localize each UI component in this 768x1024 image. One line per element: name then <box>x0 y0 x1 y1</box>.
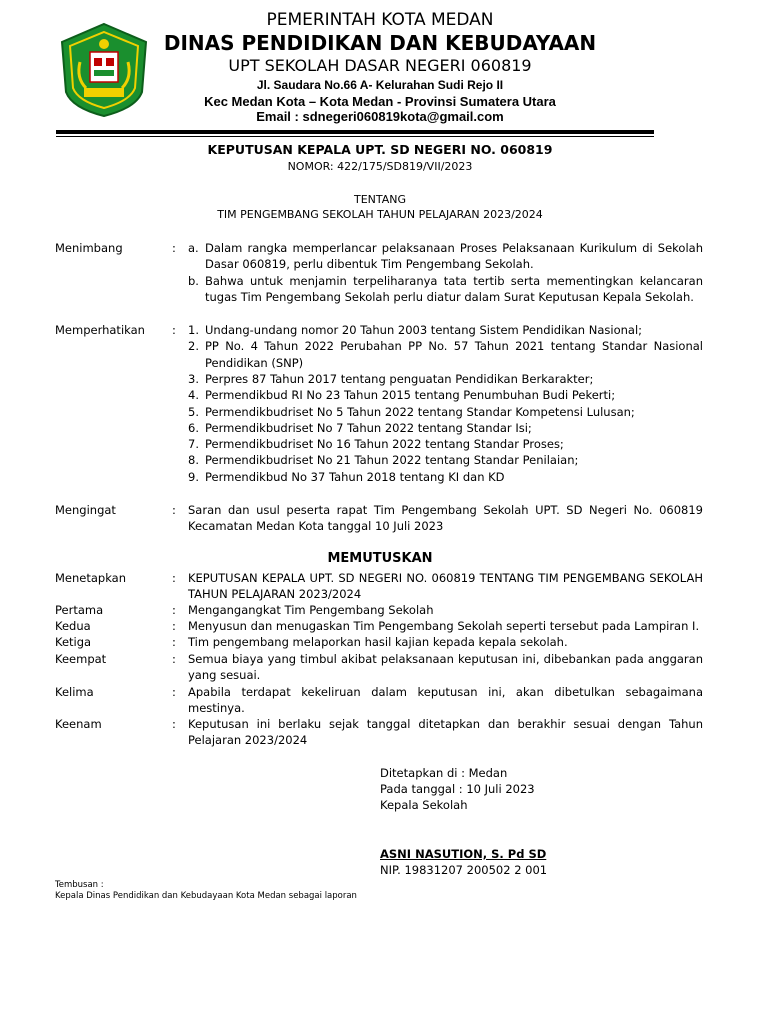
decision-colon: : <box>172 603 176 617</box>
decision-colon: : <box>172 571 176 585</box>
tembusan-text: Kepala Dinas Pendidikan dan Kebudayaan Kota Medan sebagai laporan <box>55 891 357 901</box>
letterhead-rule-thin <box>56 136 654 137</box>
decision-line: KEPUTUSAN KEPALA UPT. SD NEGERI NO. 060819 TENTANG TIM PENGEMBANG SEKOLAH <box>188 571 703 585</box>
decision-line: TAHUN PELAJARAN 2023/2024 <box>188 587 362 602</box>
menimbang-item-number: b. <box>188 273 199 288</box>
decision-line: Mengangangkat Tim Pengembang Sekolah <box>188 603 434 617</box>
menimbang-item-line: Dasar 060819, perlu dibentuk Tim Pengembang Sekolah. <box>205 257 534 272</box>
memperhatikan-item-number: 1. <box>188 323 199 337</box>
signature-nip: NIP. 19831207 200502 2 001 <box>380 863 548 877</box>
letterhead-rule-thick <box>56 130 654 134</box>
memperhatikan-item-line: Undang-undang nomor 20 Tahun 2003 tentang Sistem Pendidikan Nasional; <box>205 323 643 337</box>
memperhatikan-item-number: 3. <box>188 371 199 386</box>
memperhatikan-label: Memperhatikan <box>55 323 145 337</box>
decision-colon: : <box>172 635 176 649</box>
decision-label: Ketiga <box>55 635 92 649</box>
decision-colon: : <box>172 685 176 699</box>
memperhatikan-item-number: 5. <box>188 404 199 419</box>
decision-colon: : <box>172 619 176 633</box>
mengingat-colon: : <box>172 503 176 517</box>
signature-name: ASNI NASUTION, S. Pd SD <box>380 847 547 861</box>
decision-label: Keenam <box>55 717 102 731</box>
decision-line: Pelajaran 2023/2024 <box>188 733 308 748</box>
memperhatikan-item-line: Pendidikan (SNP) <box>205 355 304 370</box>
menimbang-item-line: Dalam rangka memperlancar pelaksanaan Proses Pelaksanaan Kurikulum di Sekolah <box>205 241 703 255</box>
memperhatikan-item-line: Permendikbudriset No 7 Tahun 2022 tentang Standar Isi; <box>205 420 532 435</box>
decree-subject: TIM PENGEMBANG SEKOLAH TAHUN PELAJARAN 2023/2024 <box>217 208 543 221</box>
memperhatikan-item-number: 9. <box>188 469 199 484</box>
memperhatikan-item-number: 6. <box>188 420 199 435</box>
tembusan-label: Tembusan : <box>55 880 104 890</box>
letterhead-department: DINAS PENDIDIKAN DAN KEBUDAYAAN <box>163 31 597 55</box>
decree-number: NOMOR: 422/175/SD819/VII/2023 <box>287 160 473 173</box>
decision-label: Keempat <box>55 652 107 666</box>
mengingat-line: Saran dan usul peserta rapat Tim Pengembang Sekolah UPT. SD Negeri No. 060819 <box>188 503 703 517</box>
decision-line: Semua biaya yang timbul akibat pelaksanaan keputusan ini, dibebankan pada anggaran <box>188 652 703 666</box>
menimbang-colon: : <box>172 241 176 255</box>
memperhatikan-item-number: 2. <box>188 339 199 354</box>
decision-line: Tim pengembang melaporkan hasil kajian kepada kepala sekolah. <box>188 635 568 649</box>
decree-about-label: TENTANG <box>353 193 407 206</box>
signature-date: Pada tanggal : 10 Juli 2023 <box>380 782 535 796</box>
decision-label: Kedua <box>55 619 91 633</box>
letterhead-email: Email : sdnegeri060819kota@gmail.com <box>256 109 504 124</box>
menimbang-item-line: tugas Tim Pengembang Sekolah perlu diatur dalam Surat Keputusan Kepala Sekolah. <box>205 289 694 304</box>
mengingat-line: Kecamatan Medan Kota tanggal 10 Juli 2023 <box>188 519 444 534</box>
menimbang-item-line: Bahwa untuk menjamin terpeliharanya tata tertib serta mementingkan kelancaran <box>205 273 703 288</box>
decision-line: Menyusun dan menugaskan Tim Pengembang Sekolah seperti tersebut pada Lampiran I. <box>188 619 700 633</box>
memperhatikan-item-line: Permendikbud RI No 23 Tahun 2015 tentang Penumbuhan Budi Pekerti; <box>205 388 616 403</box>
letterhead-government: PEMERINTAH KOTA MEDAN <box>266 10 494 30</box>
decision-line: Apabila terdapat kekeliruan dalam keputusan ini, akan dibetulkan sebagaimana <box>188 685 703 699</box>
decision-label: Menetapkan <box>55 571 127 585</box>
letterhead-district: Kec Medan Kota – Kota Medan - Provinsi Sumatera Utara <box>204 94 556 109</box>
memperhatikan-item-line: Permendikbudriset No 21 Tahun 2022 tentang Standar Penilaian; <box>205 453 579 468</box>
signature-role: Kepala Sekolah <box>380 798 468 812</box>
decision-label: Kelima <box>55 685 94 699</box>
decision-line: mestinya. <box>188 701 245 716</box>
letterhead-school: UPT SEKOLAH DASAR NEGERI 060819 <box>228 56 532 75</box>
decision-line: Keputusan ini berlaku sejak tanggal ditetapkan dan berakhir sesuai dengan Tahun <box>188 717 703 731</box>
memperhatikan-item-line: Permendikbudriset No 5 Tahun 2022 tentang Standar Kompetensi Lulusan; <box>205 404 635 419</box>
letterhead-address: Jl. Saudara No.66 A- Kelurahan Sudi Rejo II <box>256 78 504 92</box>
menimbang-label: Menimbang <box>55 241 123 255</box>
memutuskan-heading: MEMUTUSKAN <box>327 551 433 566</box>
mengingat-label: Mengingat <box>55 503 116 517</box>
memperhatikan-item-number: 4. <box>188 388 199 403</box>
memperhatikan-item-line: Permendikbud No 37 Tahun 2018 tentang KI dan KD <box>205 469 505 484</box>
memperhatikan-item-line: PP No. 4 Tahun 2022 Perubahan PP No. 57 Tahun 2021 tentang Standar Nasional <box>205 339 703 354</box>
memperhatikan-item-line: Permendikbudriset No 16 Tahun 2022 tentang Standar Proses; <box>205 437 564 452</box>
city-emblem-logo <box>56 22 152 118</box>
memperhatikan-item-number: 8. <box>188 453 199 468</box>
decision-colon: : <box>172 652 176 666</box>
memperhatikan-colon: : <box>172 323 176 337</box>
menimbang-item-number: a. <box>188 241 199 255</box>
decision-label: Pertama <box>55 603 104 617</box>
decision-line: yang sesuai. <box>188 668 261 683</box>
memperhatikan-item-number: 7. <box>188 437 199 452</box>
decision-colon: : <box>172 717 176 731</box>
memperhatikan-item-line: Perpres 87 Tahun 2017 tentang penguatan Pendidikan Berkarakter; <box>205 371 594 386</box>
signature-place: Ditetapkan di : Medan <box>380 766 508 780</box>
decree-heading: KEPUTUSAN KEPALA UPT. SD NEGERI NO. 060819 <box>207 142 553 157</box>
